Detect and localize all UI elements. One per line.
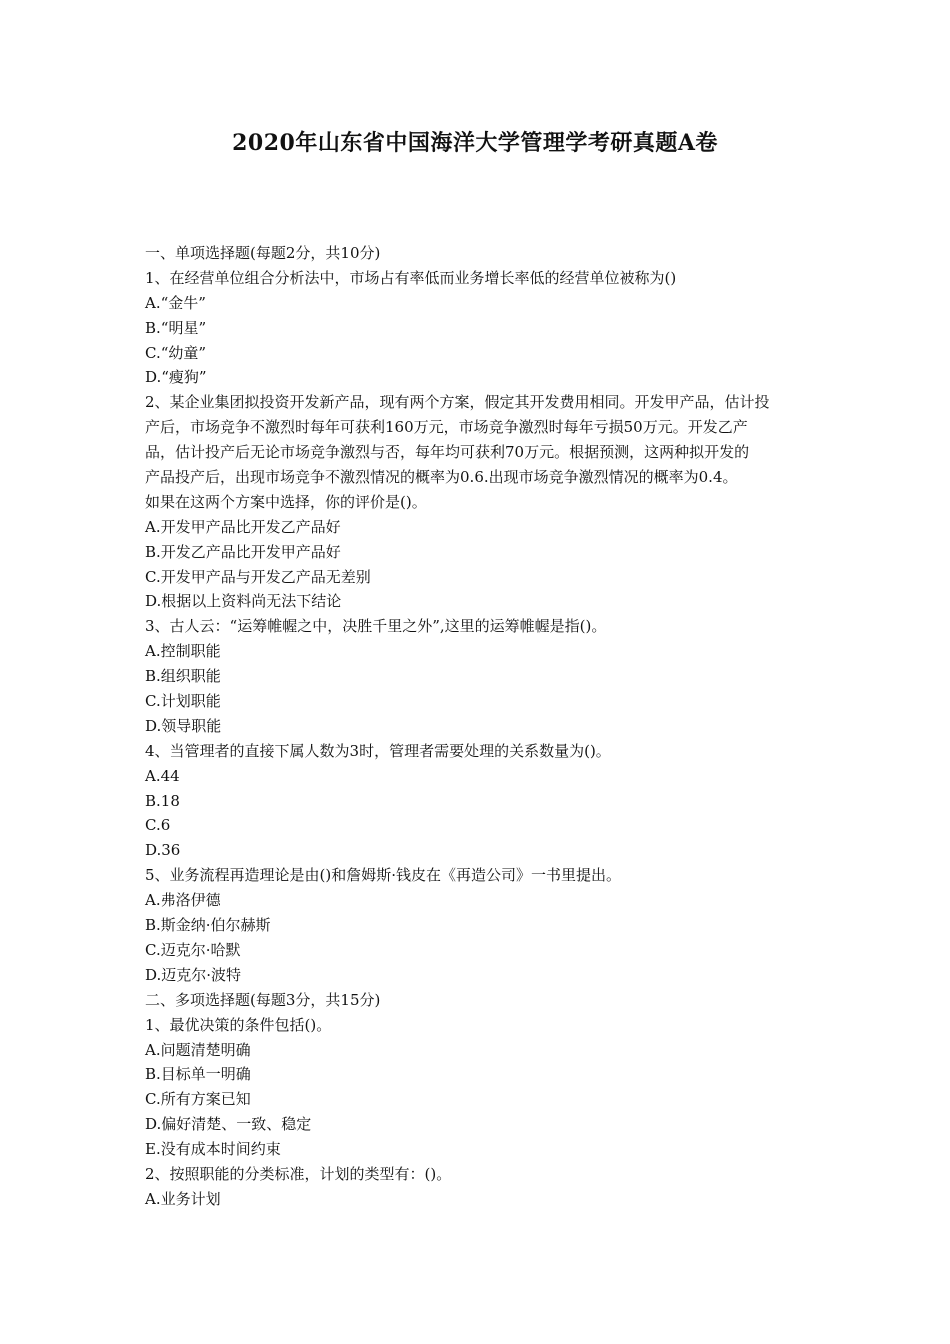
option-line: C.6 [145, 816, 171, 835]
option-line: A.“金牛” [145, 293, 206, 312]
document-body [145, 241, 810, 1212]
option-line: A.弗洛伊德 [145, 891, 221, 910]
option-line: C.迈克尔·哈默 [145, 940, 241, 959]
question-3-stem: 3、古人云：“运筹帷幄之中，决胜千里之外”,这里的运筹帷幄是指()。 [145, 617, 607, 636]
question-1-stem: 1、在经营单位组合分析法中，市场占有率低而业务增长率低的经营单位被称为() [145, 268, 677, 287]
option-line: C.所有方案已知 [145, 1090, 251, 1109]
option-line: E.没有成本时间约束 [145, 1140, 281, 1159]
question-5-stem: 5、业务流程再造理论是由()和詹姆斯·钱皮在《再造公司》一书里提出。 [145, 866, 622, 885]
question-2-stem-line: 品，估计投产后无论市场竞争激烈与否，每年均可获利70万元。根据预测，这两种拟开发的 [145, 443, 750, 462]
option-line: A.控制职能 [145, 642, 221, 661]
option-line: D.“瘦狗” [145, 368, 207, 387]
option-line: B.目标单一明确 [145, 1065, 251, 1084]
option-line: B.“明星” [145, 318, 207, 337]
option-line: B.组织职能 [145, 667, 221, 686]
option-line: A.业务计划 [145, 1189, 221, 1208]
option-line: D.迈克尔·波特 [145, 965, 242, 984]
option-line: A.44 [145, 766, 180, 785]
option-line: D.偏好清楚、一致、稳定 [145, 1115, 312, 1134]
option-line: A.开发甲产品比开发乙产品好 [145, 517, 341, 536]
option-line: B.斯金纳·伯尔赫斯 [145, 916, 271, 935]
question-4-stem: 4、当管理者的直接下属人数为3时，管理者需要处理的关系数量为()。 [145, 741, 611, 760]
document-title: 2020年山东省中国海洋大学管理学考研真题A卷 [232, 130, 718, 156]
question-2-stem-line: 产品投产后，出现市场竞争不激烈情况的概率为0.6.出现市场竞争激烈情况的概率为0.4。 [145, 468, 738, 487]
option-line: B.开发乙产品比开发甲产品好 [145, 542, 341, 561]
option-line: D.根据以上资料尚无法下结论 [145, 592, 342, 611]
multi-question-2-stem: 2、按照职能的分类标准，计划的类型有：()。 [145, 1164, 452, 1183]
multi-question-1-stem: 1、最优决策的条件包括()。 [145, 1015, 332, 1034]
question-2-stem-line: 如果在这两个方案中选择，你的评价是()。 [145, 492, 427, 511]
option-line: C.计划职能 [145, 692, 221, 711]
question-2-stem-line: 产后，市场竞争不激烈时每年可获利160万元，市场竞争激烈时每年亏损50万元。开发乙产 [145, 418, 748, 437]
option-line: B.18 [145, 791, 180, 810]
section-heading: 二、多项选择题(每题3分，共15分) [145, 990, 381, 1009]
section-heading: 一、单项选择题(每题2分，共10分) [145, 244, 381, 262]
option-line: C.“幼童” [145, 343, 207, 362]
question-2-stem-line: 2、某企业集团拟投资开发新产品，现有两个方案，假定其开发费用相同。开发甲产品，估计投 [145, 393, 770, 412]
option-line: C.开发甲产品与开发乙产品无差别 [145, 567, 371, 586]
option-line: D.36 [145, 841, 181, 860]
option-line: A.问题清楚明确 [145, 1040, 251, 1059]
option-line: D.领导职能 [145, 716, 222, 735]
